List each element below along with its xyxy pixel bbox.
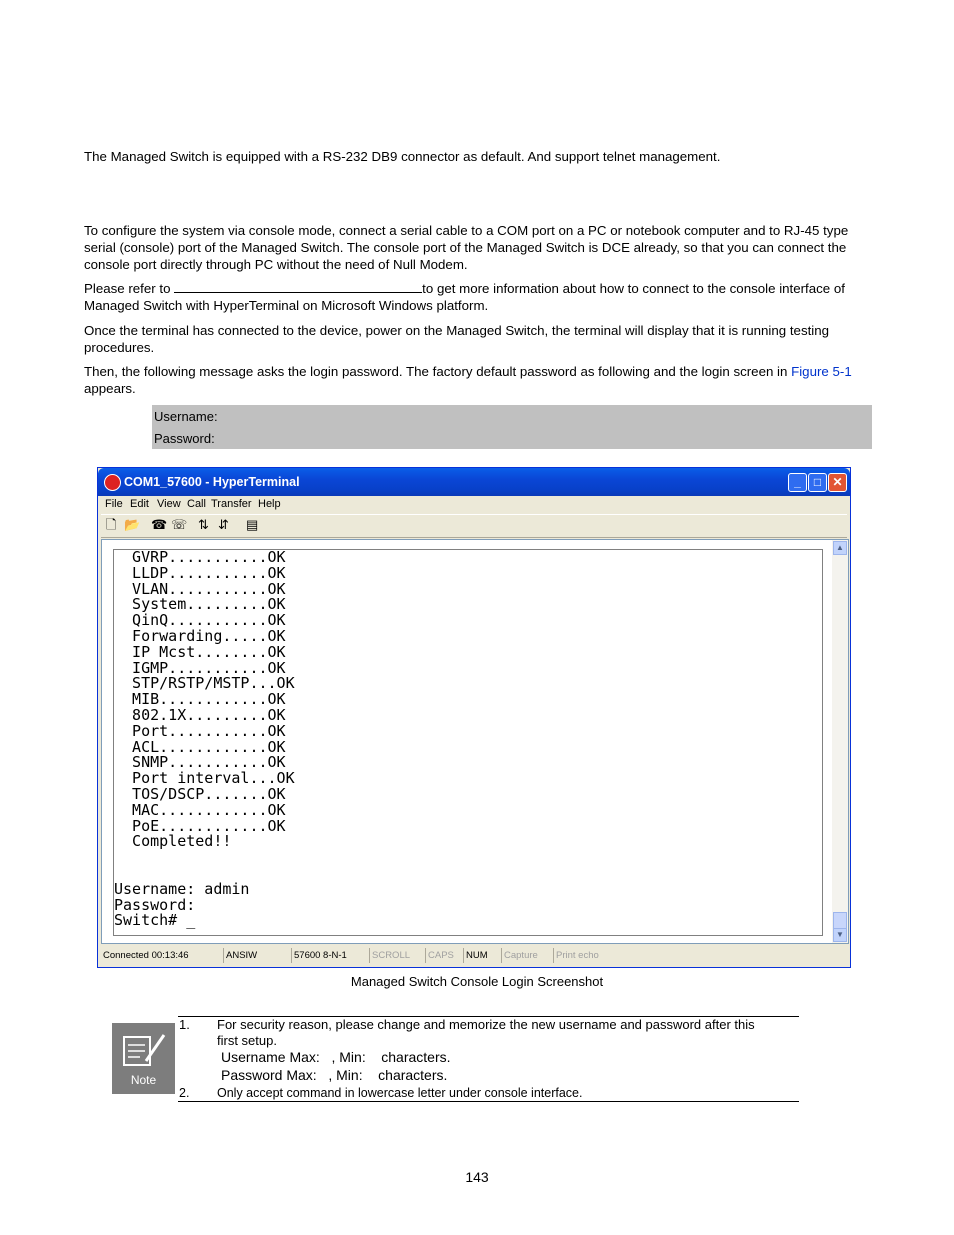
password-label: Password: [154,431,215,446]
open-icon[interactable]: 📂 [124,517,141,532]
terminal-output [114,550,295,929]
intro-paragraph: The Managed Switch is equipped with a RS-232 DB9 connector as default. And support telnet management. [84,149,721,164]
note-password-limits: Password Max: , Min: characters. [221,1067,448,1083]
terminal-line: Port interval...OK [114,769,295,788]
terminal-line: 802.1X.........OK [114,705,286,724]
menu-transfer[interactable]: Transfer [211,498,252,510]
login-paragraph [84,363,874,397]
status-capture: Capture [501,948,552,963]
note-icon [112,1023,175,1094]
note-bottom-rule [178,1101,799,1102]
terminal-line: IGMP...........OK [114,658,286,677]
send-icon[interactable]: ⇅ [198,517,209,532]
minimize-button[interactable]: _ [788,473,807,492]
terminal-screen[interactable] [113,549,823,936]
status-scroll: SCROLL [369,948,424,963]
note-item1-line2: first setup. [217,1033,277,1048]
terminal-line: LLDP...........OK [114,563,286,582]
note-item2-text: Only accept command in lowercase letter under console interface. [217,1086,583,1100]
note-username-limits: Username Max: , Min: characters. [221,1049,451,1065]
figure-caption: Managed Switch Console Login Screenshot [350,974,604,989]
window-title: COM1_57600 - HyperTerminal [124,475,300,489]
terminal-line: Port...........OK [114,721,286,740]
title-bar[interactable] [98,468,850,496]
close-button[interactable]: ✕ [828,473,847,492]
toolbar [101,514,847,538]
menu-call[interactable]: Call [187,498,206,510]
terminal-area[interactable] [101,539,849,944]
console-setup-paragraph: To configure the system via console mode, connect a serial cable to a COM port on a PC or notebook computer and to RJ-45 type serial (console) port of the Managed Switch. The console port of the Managed Switch is DCE already, so that you can connect the console port directly through PC without the need of Null Modem. [84,223,849,272]
terminal-line: ACL............OK [114,737,286,756]
menu-edit[interactable]: Edit [130,498,149,510]
reference-blank [174,280,422,293]
terminal-line: Password: [114,895,196,914]
hyperterminal-window [97,467,851,968]
menu-help[interactable]: Help [258,498,281,510]
username-label: Username: [154,409,218,424]
refer-paragraph [84,280,874,314]
terminal-line: Completed!! [114,832,232,851]
terminal-line: Username: admin [114,879,250,898]
terminal-line: MIB............OK [114,690,286,709]
scroll-up-icon[interactable]: ▲ [833,541,847,555]
scroll-down-icon[interactable]: ▼ [833,928,847,942]
menu-file[interactable]: File [105,498,123,510]
terminal-line: PoE............OK [114,816,286,835]
menu-view[interactable]: View [157,498,181,510]
status-bar [101,946,847,966]
status-connected: Connected 00:13:46 [103,950,189,961]
terminal-line: MAC............OK [114,800,286,819]
terminal-line: System.........OK [114,595,286,614]
terminal-line: VLAN...........OK [114,579,286,598]
new-icon[interactable]: 🗋 [106,517,117,532]
receive-icon[interactable]: ⇵ [218,517,229,532]
maximize-button[interactable]: □ [808,473,827,492]
note-item1-number: 1. [179,1017,190,1032]
properties-icon[interactable]: ▤ [246,517,259,532]
page-number: 143 [465,1169,489,1185]
terminal-line: Switch# _ [114,911,196,930]
terminal-line: IP Mcst........OK [114,642,286,661]
status-caps: CAPS [425,948,462,963]
default-login-box [152,405,872,449]
terminal-line [114,850,295,866]
power-on-paragraph: Once the terminal has connected to the device, power on the Managed Switch, the terminal will display that it is running testing procedures. [84,323,830,355]
menu-bar [101,496,847,514]
terminal-line: Forwarding.....OK [114,626,286,645]
status-print-echo: Print echo [553,948,616,963]
terminal-line: TOS/DSCP.......OK [114,784,286,803]
note-item1-line1: For security reason, please change and memorize the new username and password after this [217,1017,755,1032]
note-pencil-icon [112,1023,175,1071]
refer-text-before: Please refer to [84,281,175,296]
terminal-line: GVRP...........OK [114,549,286,566]
login-text-before: Then, the following message asks the login password. The factory default password as following and the login screen in [84,364,792,379]
disconnect-icon[interactable]: ☏ [171,517,188,532]
terminal-line: QinQ...........OK [114,611,286,630]
status-settings: 57600 8-N-1 [291,948,368,963]
terminal-line: STP/RSTP/MSTP...OK [114,674,295,693]
figure-link[interactable]: Figure 5-1 [791,364,852,379]
vertical-scrollbar[interactable] [832,540,848,943]
status-emulation: ANSIW [223,948,290,963]
status-num: NUM [463,948,500,963]
terminal-line: SNMP...........OK [114,753,286,772]
refer-text-after: to get more information about how to connect to the console interface of Managed Switch with HyperTerminal on Microsoft Windows platform. [84,281,845,313]
note-item2-number: 2. [179,1086,190,1100]
hyperterminal-icon [104,474,121,491]
login-text-after: appears. [84,381,136,396]
note-label: Note [130,1073,157,1087]
phone-icon[interactable]: ☎ [151,517,168,532]
